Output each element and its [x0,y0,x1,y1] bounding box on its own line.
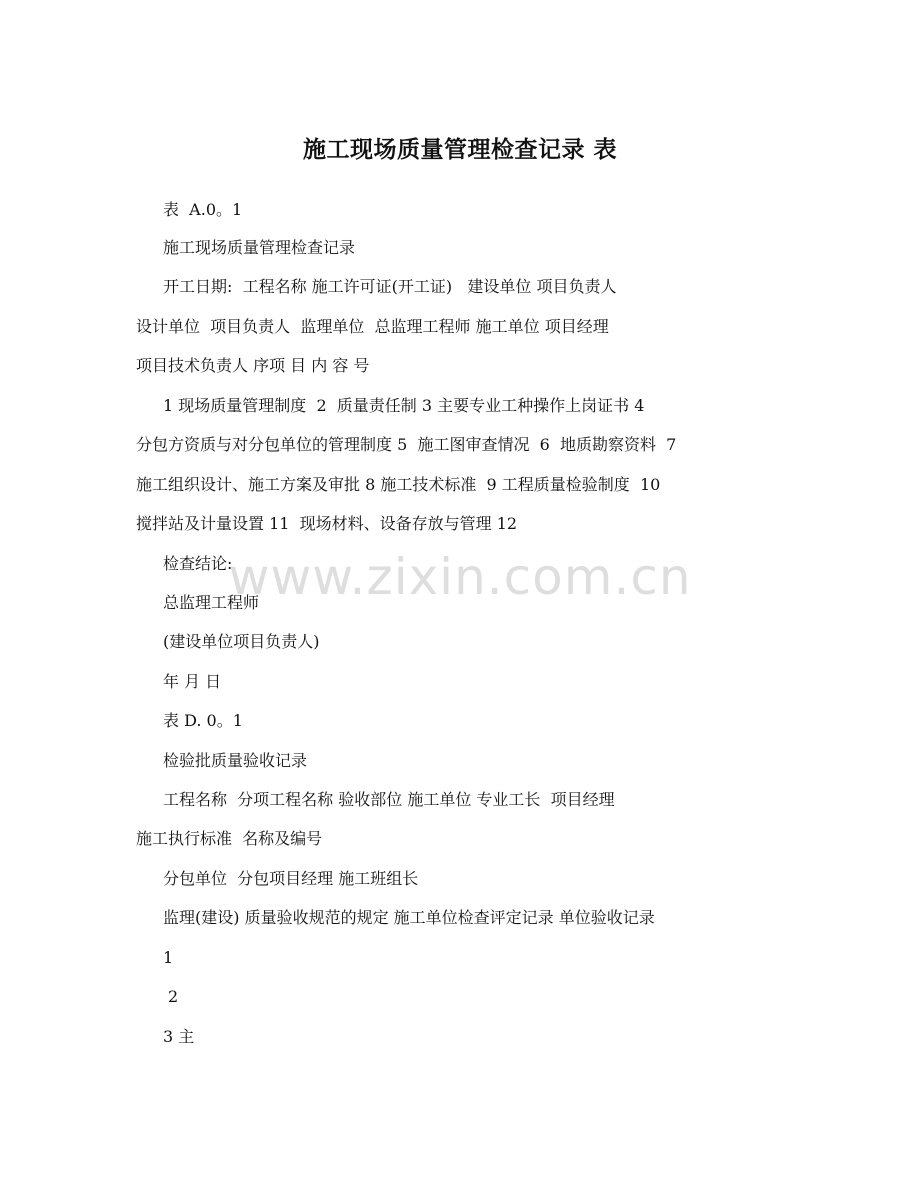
check-items-line-3: 施工组织设计、施工方案及审批 8 施工技术标准 9 工程质量检验制度 10 [136,475,661,494]
lot-columns-header: 监理(建设) 质量验收规范的规定 施工单位检查评定记录 单位验收记录 [163,908,655,927]
lot-item-1: 1 [163,948,174,967]
form-fields-line-1: 开工日期: 工程名称 施工许可证(开工证) 建设单位 项目负责人 [163,277,617,296]
watermark: www.zixin.com.cn [228,548,692,606]
lot-fields-line-1: 工程名称 分项工程名称 验收部位 施工单位 专业工长 项目经理 [163,790,615,809]
form-fields-line-3: 项目技术负责人 序项 目 内 容 号 [136,356,370,375]
page-title: 施工现场质量管理检查记录 表 [302,136,617,163]
check-items-line-2: 分包方资质与对分包单位的管理制度 5 施工图审查情况 6 地质勘察资料 7 [136,435,677,454]
table-number-d: 表 D. 0。1 [163,711,243,730]
form-heading-site-quality: 施工现场质量管理检查记录 [163,238,356,257]
check-items-line-4: 搅拌站及计量设置 11 现场材料、设备存放与管理 12 [136,514,518,533]
table-number-a: 表 A.0。1 [163,200,243,219]
lot-fields-line-2: 施工执行标准 名称及编号 [136,829,323,848]
lot-fields-line-3: 分包单位 分包项目经理 施工班组长 [163,869,419,888]
owner-representative-label: (建设单位项目负责人) [163,632,320,651]
form-fields-line-2: 设计单位 项目负责人 监理单位 总监理工程师 施工单位 项目经理 [136,317,609,336]
inspection-conclusion-label: 检查结论: [163,554,233,573]
lot-item-3: 3 主 [163,1027,195,1046]
date-label: 年 月 日 [163,672,222,691]
check-items-line-1: 1 现场质量管理制度 2 质量责任制 3 主要专业工种操作上岗证书 4 [163,396,645,415]
lot-item-2: 2 [168,987,179,1006]
form-heading-inspection-lot: 检验批质量验收记录 [163,751,308,770]
chief-supervisor-label: 总监理工程师 [163,593,260,612]
